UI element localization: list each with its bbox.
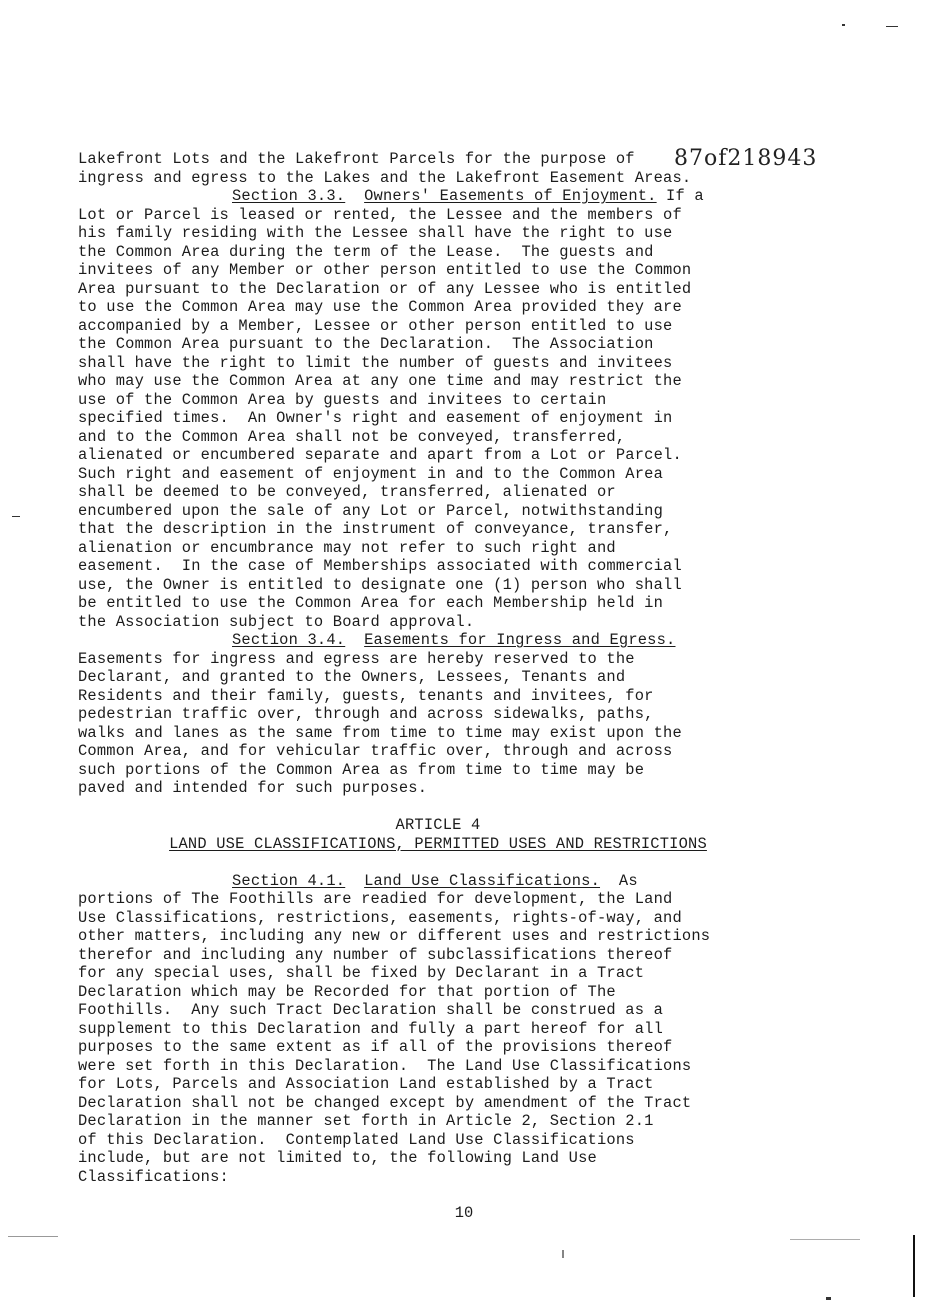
scan-speck <box>790 1239 860 1240</box>
article-number: ARTICLE 4 <box>395 816 481 834</box>
section-number: Section 3.3. <box>232 187 346 205</box>
body-line: who may use the Common Area at any one time and may restrict the <box>78 372 682 390</box>
section-4-text <box>78 872 798 1187</box>
body-line: portions of The Foothills are readied for development, the Land <box>78 890 673 908</box>
body-line: Declaration in the manner set forth in Article 2, Section 2.1 <box>78 1112 654 1130</box>
body-line: accompanied by a Member, Lessee or other person entitled to use <box>78 316 673 335</box>
body-line: for any special uses, shall be fixed by Declarant in a Tract <box>78 964 645 982</box>
body-line: use of the Common Area by guests and invitees to certain <box>78 390 607 409</box>
body-line: shall have the right to limit the number of guests and invitees <box>78 353 673 372</box>
scan-speck <box>886 26 898 27</box>
scan-speck <box>842 24 845 26</box>
body-line: supplement to this Declaration and fully a part hereof for all <box>78 1019 664 1038</box>
scan-speck <box>826 1297 831 1300</box>
body-line: Easements for ingress and egress are hereby reserved to the <box>78 649 635 668</box>
body-line: the Association subject to Board approval. <box>78 612 475 631</box>
body-line: his family residing with the Lessee shall have the right to use <box>78 224 673 242</box>
section-title: Owners' Easements of Enjoyment. <box>364 187 657 205</box>
body-line: Common Area, and for vehicular traffic over, through and across <box>78 742 673 760</box>
body-line: be entitled to use the Common Area for each Membership held in <box>78 594 664 612</box>
body-line: specified times. An Owner's right and easement of enjoyment in <box>78 409 673 427</box>
section-title: Land Use Classifications. <box>364 871 601 890</box>
section-lead-text: As <box>600 871 638 890</box>
body-line: Declarant, and granted to the Owners, Lessees, Tenants and <box>78 668 626 686</box>
body-line: Foothills. Any such Tract Declaration shall be construed as a <box>78 1001 664 1019</box>
body-line: Declaration which may be Recorded for that portion of The <box>78 982 616 1001</box>
body-line: use, the Owner is entitled to designate one (1) person who shall <box>78 575 682 594</box>
body-line: Lot or Parcel is leased or rented, the Lessee and the members of <box>78 205 682 224</box>
body-line: Classifications: <box>78 1167 229 1186</box>
section-3-text <box>78 150 798 798</box>
section-heading-line <box>78 187 798 206</box>
body-line: Use Classifications, restrictions, easements, rights-of-way, and <box>78 908 682 927</box>
section-lead-text: If a <box>656 187 704 205</box>
section-heading-line <box>78 872 798 891</box>
section-title: Easements for Ingress and Egress. <box>364 631 676 649</box>
body-line: that the description in the instrument of conveyance, transfer, <box>78 520 673 538</box>
article-title: LAND USE CLASSIFICATIONS, PERMITTED USES AND RESTRICTIONS <box>169 834 707 853</box>
body-line: ingress and egress to the Lakes and the Lakefront Easement Areas. <box>78 168 692 187</box>
scan-speck <box>12 516 20 517</box>
body-line: Such right and easement of enjoyment in and to the Common Area <box>78 464 664 483</box>
body-line: the Common Area pursuant to the Declaration. The Association <box>78 335 654 353</box>
body-line: alienation or encumbrance may not refer to such right and <box>78 538 616 557</box>
body-line: paved and intended for such purposes. <box>78 779 428 797</box>
body-line: Declaration shall not be changed except by amendment of the Tract <box>78 1093 692 1112</box>
document-body <box>78 150 798 1186</box>
body-line: include, but are not limited to, the following Land Use <box>78 1149 597 1167</box>
page-number: 10 <box>454 1204 474 1222</box>
body-line: encumbered upon the sale of any Lot or Parcel, notwithstanding <box>78 501 664 520</box>
section-heading-line <box>78 631 798 650</box>
body-line: invitees of any Member or other person entitled to use the Common <box>78 261 692 279</box>
body-line: pedestrian traffic over, through and across sidewalks, paths, <box>78 705 654 723</box>
body-line: purposes to the same extent as if all of the provisions thereof <box>78 1038 673 1056</box>
body-line: to use the Common Area may use the Common Area provided they are <box>78 298 682 316</box>
scan-speck <box>562 1250 564 1258</box>
scan-edge-mark <box>913 1235 915 1297</box>
section-number: Section 3.4. <box>232 631 346 649</box>
body-line: Residents and their family, guests, tenants and invitees, for <box>78 686 654 705</box>
body-line: Lakefront Lots and the Lakefront Parcels for the purpose of <box>78 150 635 168</box>
body-line: the Common Area during the term of the Lease. The guests and <box>78 242 654 261</box>
scan-speck <box>8 1236 58 1237</box>
body-line: Area pursuant to the Declaration or of any Lessee who is entitled <box>78 279 692 298</box>
recording-stamp: 87of218943 <box>674 146 818 171</box>
body-line: of this Declaration. Contemplated Land Use Classifications <box>78 1130 635 1149</box>
body-line: therefor and including any number of subclassifications thereof <box>78 945 673 964</box>
body-line: shall be deemed to be conveyed, transferred, alienated or <box>78 483 616 501</box>
body-line: for Lots, Parcels and Association Land established by a Tract <box>78 1075 654 1093</box>
body-line: walks and lanes as the same from time to time may exist upon the <box>78 723 682 742</box>
body-line: and to the Common Area shall not be conveyed, transferred, <box>78 427 626 446</box>
section-number: Section 4.1. <box>232 871 346 890</box>
body-line: alienated or encumbered separate and apart from a Lot or Parcel. <box>78 446 682 464</box>
body-line: were set forth in this Declaration. The Land Use Classifications <box>78 1056 692 1075</box>
body-line: easement. In the case of Memberships associated with commercial <box>78 557 682 575</box>
body-line: other matters, including any new or different uses and restrictions <box>78 927 711 945</box>
body-line: such portions of the Common Area as from time to time may be <box>78 760 645 779</box>
